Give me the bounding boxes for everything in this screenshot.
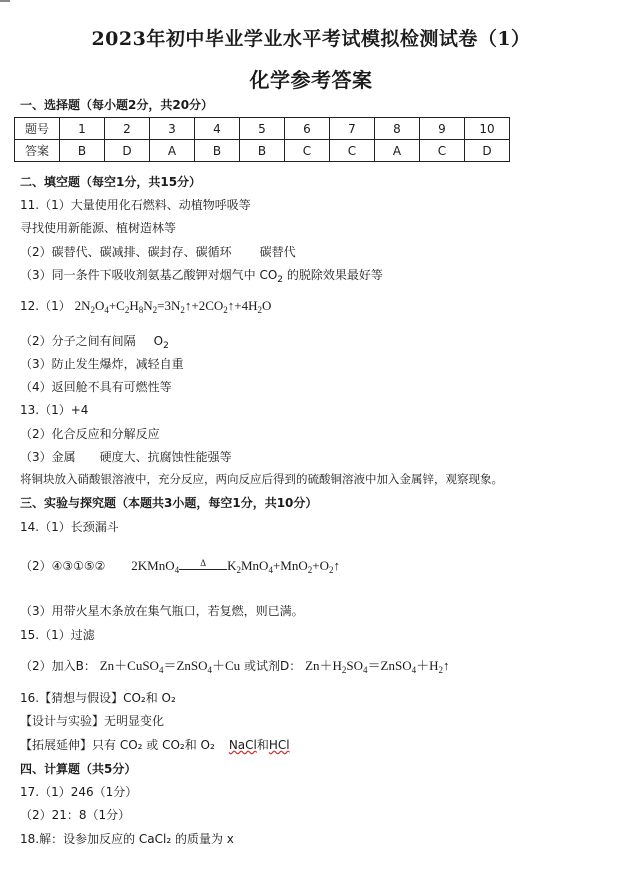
table-row-answers (15, 140, 510, 162)
table-cell: B (240, 140, 285, 162)
table-row-numbers (15, 118, 510, 140)
answer-15-2-mid: 或试剂D： (244, 659, 302, 673)
answer-14-3: （3）用带火星木条放在集气瓶口，若复燃，则已满。 (20, 604, 304, 618)
exam-title: 2023年初中毕业学业水平考试模拟检测试卷（1） (91, 28, 531, 50)
page-corner-mark (0, 0, 10, 2)
table-cell: 1 (60, 118, 105, 140)
answer-12-2: （2）分子之间有间隔 $O_2$ (20, 334, 169, 351)
answer-11-3: （3）同一条件下吸收剂氨基乙酸钾对烟气中 $CO_2$ 的脱除效果最好等 (20, 268, 383, 285)
answer-12-3: （3）防止发生爆炸，减轻自重 (20, 357, 184, 371)
equation-15-2b: $Zn+H_2SO_4=ZnSO_4+H_2↑$ (305, 658, 450, 675)
section3-heading: 三、实验与探究题（本题共3小题，每空1分，共10分） (20, 496, 318, 510)
table-cell: A (375, 140, 420, 162)
answer-16-1 (20, 689, 176, 706)
heating-arrow (179, 558, 227, 570)
answer-15-2 (20, 655, 450, 674)
table-cell: B (195, 140, 240, 162)
table-cell: 2 (105, 118, 150, 140)
section4-heading: 四、计算题（共5分） (20, 762, 137, 776)
table-cell: D (465, 140, 510, 162)
table-cell: 8 (375, 118, 420, 140)
answer-16-3-hcl: HCl (268, 738, 290, 752)
row-label-answer: 答案 (15, 140, 60, 162)
answer-12-1-label: 12.（1） (20, 299, 71, 313)
answer-17-2: （2）21：8（1分） (20, 808, 131, 822)
answer-16-1-val: CO₂和 O₂ (123, 691, 176, 705)
table-cell: A (150, 140, 195, 162)
table-cell: C (330, 140, 375, 162)
section2-heading: 二、填空题（每空1分，共15分） (20, 175, 202, 189)
equation-12-1: $2N_2O_4+C_2H_8N_2=3N_2↑+2CO_2↑+4H_2O$ (74, 298, 272, 315)
answer-13-4: 将铜块放入硝酸银溶液中，充分反应，两向反应后得到的硫酸铜溶液中加入金属锌，观察现象。 (20, 472, 503, 486)
answer-11-3-post: 的脱除效果最好等 (283, 268, 383, 282)
table-cell: 9 (420, 118, 465, 140)
row-label-number: 题号 (15, 118, 60, 140)
answer-11-1: 11.（1）大量使用化石燃料、动植物呼吸等 (20, 198, 251, 212)
answer-11-2 (20, 243, 296, 260)
answer-table (14, 117, 510, 162)
answer-18: 18.解：设参加反应的 CaCl₂ 的质量为 x (20, 832, 234, 846)
exam-subtitle: 化学参考答案 (249, 68, 373, 92)
equation-14-2: 2KMnO$_4$ Δ $K_2MnO_4+MnO_2+O_2↑$ (131, 558, 340, 575)
answer-16-2-val: 无明显变化 (104, 714, 165, 728)
answer-12-2-gas: O (153, 334, 164, 348)
table-cell: C (420, 140, 465, 162)
answer-16-3 (20, 736, 290, 753)
section1-heading: 一、选择题（每小题2分，共20分） (20, 98, 214, 112)
answer-11-1b: 寻找使用新能源、植树造林等 (20, 221, 177, 235)
answer-16-3-nacl: NaCl (228, 738, 257, 752)
answer-16-2 (20, 712, 164, 729)
table-cell: B (60, 140, 105, 162)
answer-16-1-tag: 16.【猜想与假设】 (20, 691, 124, 705)
answer-14-2-label: （2）④③①⑤② (20, 559, 106, 573)
table-cell: 6 (285, 118, 330, 140)
answer-13-3-b: 硬度大、抗腐蚀性能强等 (99, 450, 232, 464)
heat-symbol: Δ (200, 558, 206, 568)
answer-11-2-text: （2）碳替代、碳减排、碳封存、碳循环 (20, 245, 232, 259)
answer-16-3-tag: 【拓展延伸】 (20, 738, 93, 752)
answer-16-3-and: 和 (256, 738, 269, 752)
table-cell: 10 (465, 118, 510, 140)
answer-11-3-pre: （3）同一条件下吸收剂氨基乙酸钾对烟气中 CO (20, 268, 278, 282)
answer-16-2-tag: 【设计与实验】 (20, 714, 105, 728)
answer-13-2: （2）化合反应和分解反应 (20, 427, 160, 441)
answer-12-1 (20, 297, 271, 314)
table-cell: 5 (240, 118, 285, 140)
table-cell: C (285, 140, 330, 162)
table-cell: 4 (195, 118, 240, 140)
answer-15-1: 15.（1）过滤 (20, 628, 95, 642)
answer-16-3-val: 只有 CO₂ 或 CO₂和 O₂ (92, 738, 215, 752)
answer-17-1: 17.（1）246（1分） (20, 785, 138, 799)
table-cell: D (105, 140, 150, 162)
table-cell: 7 (330, 118, 375, 140)
answer-15-2-pre: （2）加入B： (20, 659, 96, 673)
equation-15-2a: Zn＋CuSO$_4$＝ZnSO$_4$＋Cu (99, 658, 241, 675)
answer-12-2-text: （2）分子之间有间隔 (20, 334, 136, 348)
answer-13-3 (20, 448, 232, 465)
answer-13-3-a: （3）金属 (20, 450, 76, 464)
table-cell: 3 (150, 118, 195, 140)
answer-13-1: 13.（1）+4 (20, 403, 89, 417)
answer-14-1: 14.（1）长颈漏斗 (20, 520, 119, 534)
answer-11-2-choice: 碳替代 (259, 245, 296, 259)
answer-12-4: （4）返回舱不具有可燃性等 (20, 380, 172, 394)
answer-14-2 (20, 557, 340, 574)
